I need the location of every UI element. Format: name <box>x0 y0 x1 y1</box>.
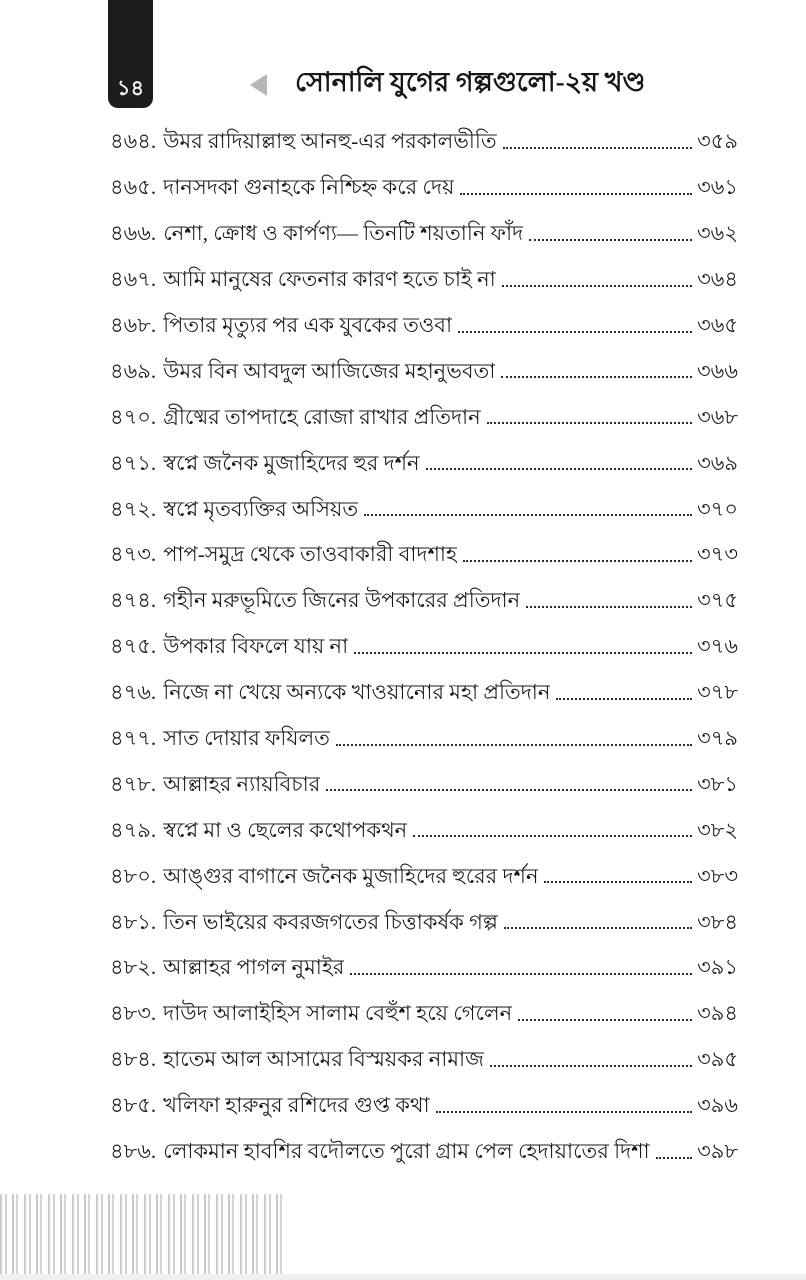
toc-entry-page: ৩৮১ <box>697 771 738 796</box>
toc-entry-number: ৪৬৭. <box>110 267 157 292</box>
dot-leader <box>529 239 692 241</box>
toc-entry-number: ৪৮০. <box>110 863 157 888</box>
toc-entry <box>110 120 738 166</box>
toc-entry-page: ৩৮৩ <box>697 863 738 888</box>
table-of-contents <box>110 120 738 1175</box>
toc-entry-page: ৩৭৫ <box>697 588 738 613</box>
dot-leader <box>503 147 692 149</box>
toc-entry-title: উমর রাদিয়াল্লাহু আনহু-এর পরকালভীতি <box>163 129 497 154</box>
dot-leader <box>556 698 692 700</box>
toc-entry-title: দাউদ আলাইহিস সালাম বেহুঁশ হয়ে গেলেন <box>163 1001 513 1026</box>
toc-entry <box>110 854 738 900</box>
toc-entry-number: ৪৬৮. <box>110 313 157 337</box>
toc-entry-page: ৩৬৬ <box>697 358 738 383</box>
toc-entry-number: ৪৮১. <box>110 909 157 934</box>
toc-entry-page: ৩৮২ <box>697 817 738 842</box>
toc-entry-page: ৩৬৮ <box>697 404 738 429</box>
toc-entry-title: আল্লাহর পাগল নুমাইর <box>163 955 345 980</box>
dot-leader <box>544 881 692 883</box>
dot-leader <box>350 973 692 975</box>
toc-entry <box>110 1130 738 1176</box>
dot-leader <box>463 560 692 562</box>
toc-entry <box>110 349 738 395</box>
dot-leader <box>460 193 692 195</box>
toc-entry <box>110 487 738 533</box>
toc-entry-page: ৩৯৫ <box>697 1047 738 1072</box>
toc-entry-number: ৪৮৩. <box>110 1001 157 1026</box>
toc-entry <box>110 441 738 487</box>
toc-entry-title: গ্রীষ্মের তাপদাহে রোজা রাখার প্রতিদান <box>163 404 481 429</box>
toc-entry-title: স্বপ্নে মা ও ছেলের কথোপকথন <box>163 817 408 842</box>
book-title: সোনালি যুগের গল্পগুলো-২য় খণ্ড <box>295 67 646 97</box>
toc-entry-number: ৪৭৪. <box>110 588 157 613</box>
toc-entry-title: তিন ভাইয়ের কবরজগতের চিত্তাকর্ষক গল্প <box>163 909 498 934</box>
toc-entry-page: ৩৭০ <box>697 496 738 521</box>
toc-entry-number: ৪৭৫. <box>110 634 157 659</box>
toc-entry <box>110 395 738 441</box>
toc-entry-page: ৩৮৪ <box>697 909 738 934</box>
toc-entry <box>110 946 738 992</box>
toc-entry-title: আমি মানুষের ফেতনার কারণ হতে চাই না <box>163 267 496 292</box>
toc-entry <box>110 808 738 854</box>
toc-entry-number: ৪৮৬. <box>110 1139 157 1164</box>
toc-entry <box>110 625 738 671</box>
toc-entry-number: ৪৮২. <box>110 955 157 980</box>
dot-leader <box>364 514 692 516</box>
toc-entry-number: ৪৭২. <box>110 496 157 521</box>
dot-leader <box>436 1111 692 1113</box>
dot-leader <box>518 1019 692 1021</box>
toc-entry <box>110 579 738 625</box>
toc-entry-title: নেশা, ক্রোধ ও কার্পণ্য— তিনটি শয়তানি ফাঁদ <box>163 221 524 246</box>
toc-entry <box>110 166 738 212</box>
page-number: ১৪ <box>116 76 145 100</box>
toc-entry-number: ৪৭৮. <box>110 771 157 796</box>
toc-entry <box>110 533 738 579</box>
dot-leader <box>487 422 692 424</box>
toc-entry-title: স্বপ্নে মৃতব্যক্তির অসিয়ত <box>163 496 359 521</box>
toc-entry-page: ৩৭৯ <box>697 726 738 751</box>
toc-entry <box>110 762 738 808</box>
toc-entry-title: সাত দোয়ার ফযিলত <box>163 726 330 751</box>
toc-entry-title: পিতার মৃত্যুর পর এক যুবকের তওবা <box>163 313 453 337</box>
toc-entry <box>110 1038 738 1084</box>
bottom-edge-strip <box>0 1274 806 1280</box>
toc-entry <box>110 1084 738 1130</box>
toc-entry-number: ৪৬৫. <box>110 175 157 200</box>
toc-entry <box>110 717 738 763</box>
toc-entry-page: ৩৯৬ <box>697 1093 738 1118</box>
dot-leader <box>413 835 692 837</box>
toc-entry-page: ৩৫৯ <box>697 129 738 154</box>
toc-entry-page: ৩৬৪ <box>697 267 738 292</box>
dot-leader <box>354 652 692 654</box>
dot-leader <box>326 789 692 791</box>
toc-entry-page: ৩৭৩ <box>697 542 738 567</box>
left-triangle-icon <box>250 74 267 96</box>
page-number-tab <box>108 0 153 108</box>
toc-entry-title: লোকমান হাবশির বদৌলতে পুরো গ্রাম পেল হেদায়াতের দিশা <box>163 1139 650 1164</box>
toc-entry-title: খলিফা হারুনুর রশিদের গুপ্ত কথা <box>163 1093 430 1118</box>
toc-entry-title: নিজে না খেয়ে অন্যকে খাওয়ানোর মহা প্রতিদান <box>163 680 551 705</box>
dot-leader <box>502 285 692 287</box>
toc-entry <box>110 671 738 717</box>
toc-entry-number: ৪৮৪. <box>110 1047 157 1072</box>
toc-entry <box>110 212 738 258</box>
toc-entry-title: উমর বিন আবদুল আজিজের মহানুভবতা <box>163 358 496 383</box>
toc-entry-page: ৩৭৮ <box>697 680 738 705</box>
dot-leader <box>656 1157 692 1159</box>
toc-entry <box>110 900 738 946</box>
toc-entry-number: ৪৭৩. <box>110 542 157 567</box>
dot-leader <box>426 468 692 470</box>
toc-entry-number: ৪৮৫. <box>110 1093 157 1118</box>
dot-leader <box>458 331 692 333</box>
dot-leader <box>504 927 692 929</box>
dot-leader <box>526 606 692 608</box>
barcode-stripes-decoration <box>0 1194 286 1277</box>
toc-entry-number: ৪৭১. <box>110 450 157 475</box>
dot-leader <box>490 1065 692 1067</box>
page-header <box>250 62 766 107</box>
toc-entry-title: আল্লাহর ন্যায়বিচার <box>163 771 321 796</box>
toc-entry-title: উপকার বিফলে যায় না <box>163 634 349 659</box>
toc-entry-page: ৩৯৮ <box>697 1139 738 1164</box>
toc-entry-title: আঙ্গুর বাগানে জনৈক মুজাহিদের হুরের দর্শন <box>163 863 539 888</box>
toc-entry-number: ৪৭৭. <box>110 726 157 751</box>
toc-entry-page: ৩৯১ <box>697 955 738 980</box>
toc-entry-number: ৪৭০. <box>110 404 157 429</box>
toc-entry-number: ৪৬৬. <box>110 221 157 246</box>
toc-entry-title: স্বপ্নে জনৈক মুজাহিদের হুর দর্শন <box>163 450 420 475</box>
toc-entry-title: দানসদকা গুনাহকে নিশ্চিহ্ন করে দেয় <box>163 175 455 200</box>
toc-entry-page: ৩৬৯ <box>697 450 738 475</box>
toc-entry-title: গহীন মরুভূমিতে জিনের উপকারের প্রতিদান <box>163 588 521 613</box>
dot-leader <box>336 744 692 746</box>
toc-entry-number: ৪৭৯. <box>110 817 157 842</box>
toc-entry-page: ৩৬৫ <box>697 313 738 337</box>
toc-entry-title: হাতেম আল আসামের বিস্ময়কর নামাজ <box>163 1047 484 1072</box>
toc-entry <box>110 258 738 304</box>
toc-entry-number: ৪৬৯. <box>110 358 157 383</box>
toc-entry-page: ৩৯৪ <box>697 1001 738 1026</box>
toc-entry <box>110 992 738 1038</box>
toc-entry-page: ৩৬১ <box>697 175 738 200</box>
toc-entry-page: ৩৬২ <box>697 221 738 246</box>
toc-entry-page: ৩৭৬ <box>697 634 738 659</box>
toc-entry-number: ৪৭৬. <box>110 680 157 705</box>
toc-entry-number: ৪৬৪. <box>110 129 157 154</box>
toc-entry <box>110 304 738 350</box>
toc-entry-title: পাপ-সমুদ্র থেকে তাওবাকারী বাদশাহ <box>163 542 458 567</box>
dot-leader <box>501 376 692 378</box>
